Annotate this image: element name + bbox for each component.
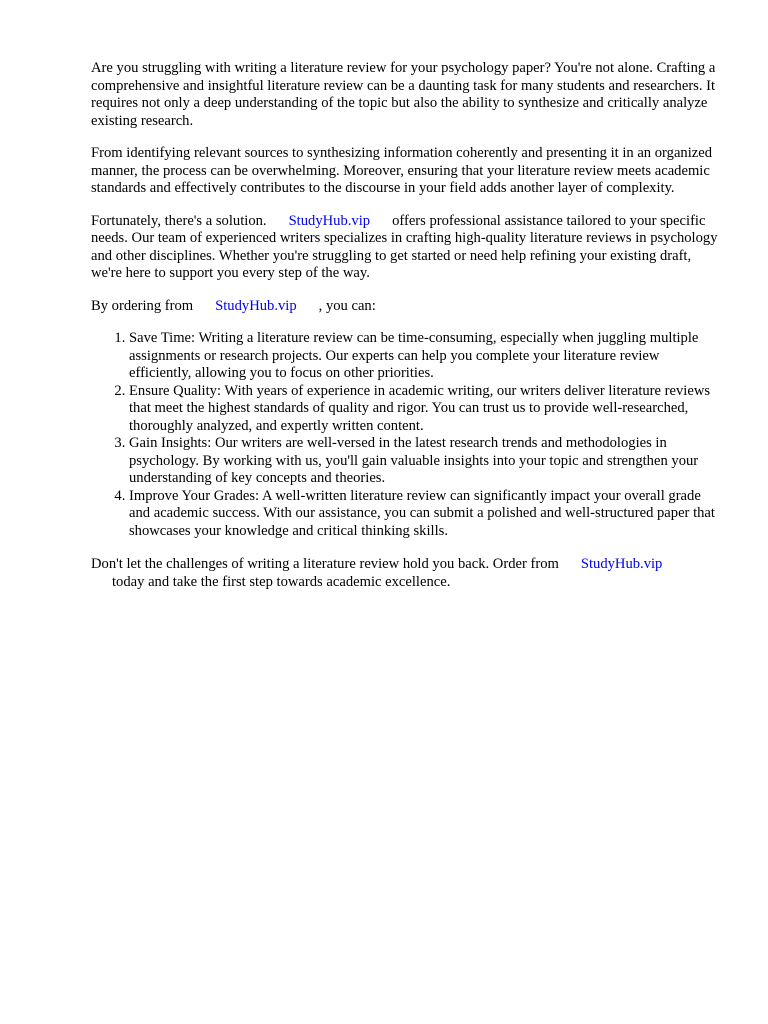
- ordering-text-after: , you can:: [318, 297, 376, 314]
- list-item: 3. Gain Insights: Our writers are well-versed in the latest research trends and methodologies in psychology. By working with us, you'll gain valuable insights into your topic and strengthen your understanding of key concepts and theories.: [129, 435, 721, 488]
- closing-paragraph: [91, 556, 721, 591]
- ordering-paragraph: [91, 298, 721, 316]
- solution-text-before: Fortunately, there's a solution.: [91, 212, 267, 229]
- studyhub-link[interactable]: StudyHub.vip: [215, 297, 297, 314]
- intro-paragraph-1: Are you struggling with writing a literature review for your psychology paper? You're not alone. Crafting a comprehensive and insightful literature review can be a daunting task for many students and researchers. It requires not only a deep understanding of the topic but also the ability to synthesize and critically analyze existing research.: [91, 60, 716, 129]
- list-item: 4. Improve Your Grades: A well-written literature review can significantly impact your overall grade and academic success. With our assistance, you can submit a polished and well-structured paper that showcases your knowledge and critical thinking skills.: [129, 488, 721, 541]
- studyhub-link[interactable]: StudyHub.vip: [580, 556, 663, 572]
- list-item: 2. Ensure Quality: With years of experience in academic writing, our writers deliver literature reviews that meet the highest standards of quality and rigor. You can trust us to provide well-researched, thoroughly analyzed, and expertly written content.: [129, 383, 721, 436]
- closing-text-before: Don't let the challenges of writing a literature review hold you back. Order from: [91, 556, 559, 572]
- solution-text-after: offers professional assistance tailored to your specific needs. Our team of experienced writers specializes in crafting high-quality literature reviews in psychology and other disciplines. Whether you're struggling to get started or need help refining your existing draft, we're here to support you every step of the way.: [91, 212, 718, 281]
- closing-text-after: today and take the first step towards academic excellence.: [112, 573, 451, 590]
- studyhub-link[interactable]: StudyHub.vip: [288, 212, 371, 229]
- solution-paragraph: [91, 213, 721, 283]
- benefits-list: [91, 330, 721, 540]
- ordering-text-before: By ordering from: [91, 297, 194, 314]
- document-page: [91, 60, 721, 606]
- intro-paragraph-2: From identifying relevant sources to synthesizing information coherently and presenting it in an organized manner, the process can be overwhelming. Moreover, ensuring that your literature review meets academic standards and effectively contributes to the discourse in your field adds another layer of complexity.: [91, 145, 713, 196]
- list-item: 1. Save Time: Writing a literature review can be time-consuming, especially when juggling multiple assignments or research projects. Our experts can help you complete your literature review efficiently, allowing you to focus on other priorities.: [129, 330, 721, 383]
